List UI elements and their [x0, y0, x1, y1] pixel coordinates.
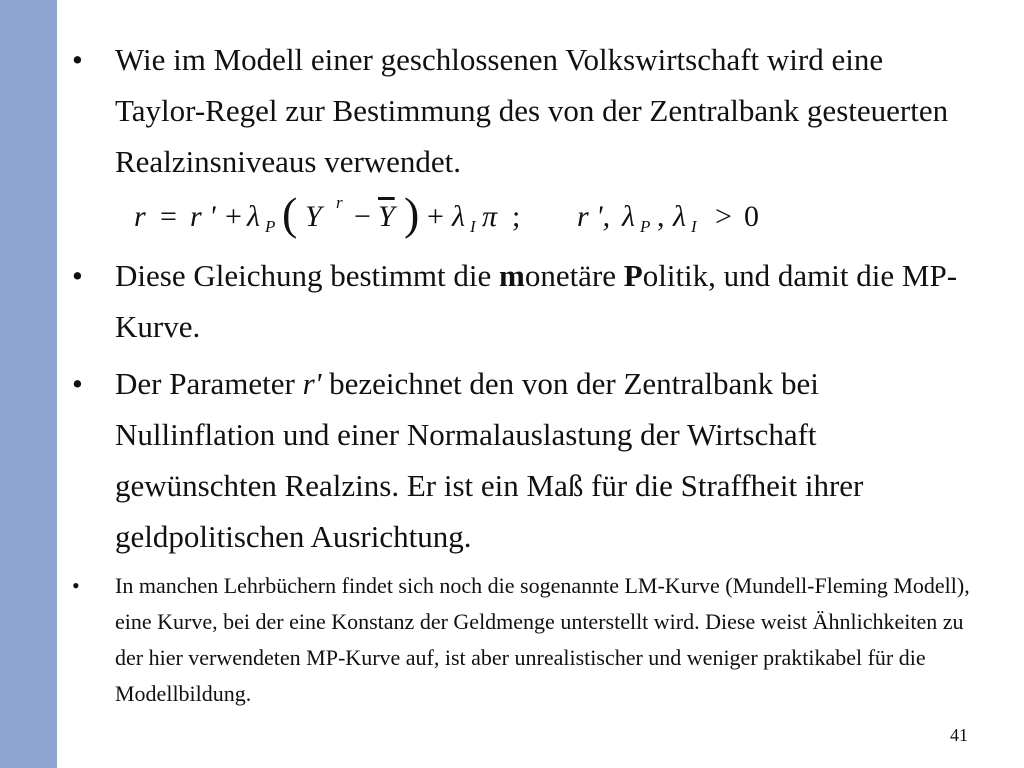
- formula-sup-r: r: [336, 193, 343, 212]
- bullet-text-part-1: Diese Gleichung bestimmt die: [115, 258, 499, 293]
- formula-eq: =: [160, 200, 177, 233]
- bullet-text: Wie im Modell einer geschlossenen Volkswirtschaft wird eine Taylor-Regel zur Bestimmung des von der Zentralbank gesteuerten Realzinsniveaus verwendet.: [115, 42, 949, 179]
- condition-sub-p: P: [640, 217, 651, 236]
- formula-semicolon: ;: [512, 200, 521, 233]
- condition-lambda-2: λ: [673, 200, 686, 233]
- bullet-text-part-2: onetäre: [524, 258, 624, 293]
- italic-r-prime: r': [302, 366, 322, 401]
- bullet-text-part-1: Der Parameter: [115, 366, 303, 401]
- condition-lambda-1: λ: [622, 200, 635, 233]
- formula-left-paren: (: [282, 188, 298, 239]
- bullet-dot: •: [72, 366, 83, 401]
- condition-zero: 0: [744, 200, 759, 233]
- slide-content: [72, 34, 972, 712]
- formula-y-bar: $\overline{Y}$: [378, 200, 395, 233]
- formula-minus: −: [354, 200, 371, 233]
- formula-sub-p: P: [265, 217, 276, 236]
- bold-letter-p: P: [623, 258, 643, 293]
- bullet-text-part-3: olitik, und damit die MP-Kurve.: [115, 258, 958, 344]
- bullet-dot: •: [72, 42, 83, 77]
- formula-lambda-1: λ: [247, 200, 260, 233]
- condition-comma: ,: [657, 200, 665, 233]
- formula-y: Y: [305, 200, 322, 233]
- page-number: 41: [950, 725, 968, 745]
- condition-sub-i: I: [691, 217, 697, 236]
- formula-r-prime: r ': [190, 200, 216, 233]
- bullet-dot: •: [72, 573, 80, 598]
- bullet-text-part-2: bezeichnet den von der Zentralbank bei Nullinflation und einer Normalauslastung der Wirtschaft gewünschten Realzins. Er ist ein Maß für die Straffheit ihrer geldpolitischen Ausrichtung.: [115, 366, 864, 554]
- formula-r: r: [134, 200, 146, 233]
- bullet-taylor-rule: [72, 34, 972, 187]
- taylor-formula: [134, 187, 972, 249]
- formula-lambda-2: λ: [452, 200, 465, 233]
- formula-right-paren: ): [404, 188, 420, 239]
- side-bar: [0, 0, 57, 768]
- formula-plus-2: +: [427, 200, 444, 233]
- bullet-dot: •: [72, 258, 83, 293]
- bold-letter-m: m: [498, 258, 525, 293]
- bullet-parameter: [72, 358, 972, 562]
- condition-greater-than: >: [715, 200, 732, 233]
- formula-sub-i: I: [470, 217, 476, 236]
- formula-plus-1: +: [225, 200, 242, 233]
- bullet-mp-curve: [72, 250, 972, 352]
- bullet-lm-curve: [72, 568, 972, 712]
- formula-pi: π: [482, 200, 498, 233]
- bullet-text: In manchen Lehrbüchern findet sich noch die sogenannte LM-Kurve (Mundell-Fleming Modell), eine Kurve, bei der eine Konstanz der Geldmenge unterstellt wird. Diese weist Ähnlichkeiten zu der hier verwendeten MP-Kurve auf, ist aber unrealistischer und weniger praktikabel für die Modellbildung.: [115, 573, 970, 706]
- condition-r-prime: r ',: [577, 200, 611, 233]
